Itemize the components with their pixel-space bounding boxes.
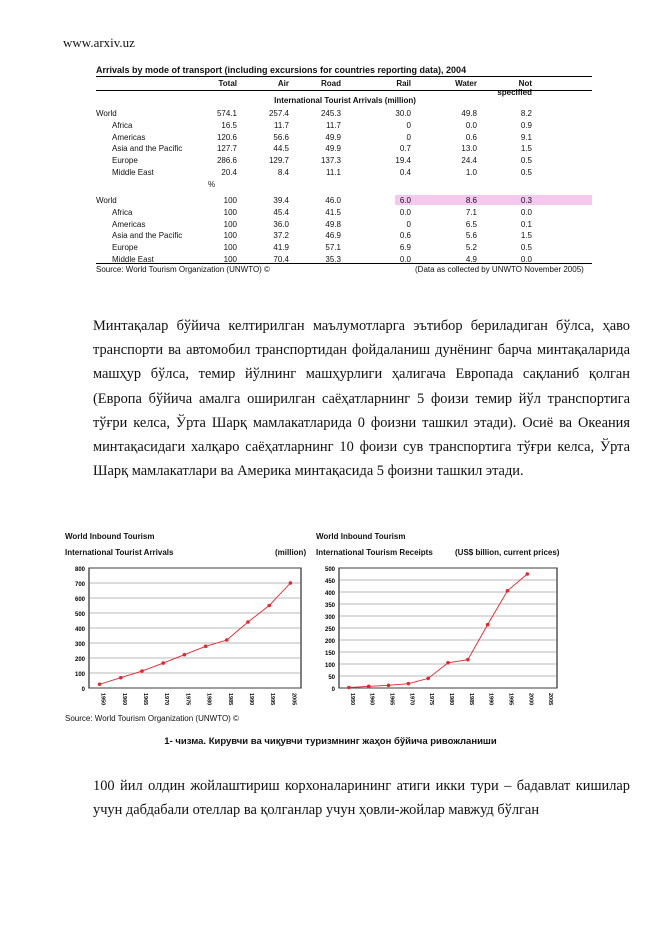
table-cell: 56.6 (273, 132, 289, 142)
table-cell: 20.4 (221, 168, 237, 177)
data-point (506, 589, 510, 593)
y-tick-label: 450 (324, 579, 335, 585)
table-cell: 6.5 (465, 219, 477, 229)
y-tick-label: 300 (324, 615, 335, 621)
y-tick-label: 0 (331, 687, 335, 693)
table-rule-top (96, 76, 592, 77)
table-region: Asia and the Pacific (112, 144, 183, 154)
table-cell: 49.9 (325, 144, 341, 154)
chart-source: Source: World Tourism Organization (UNWTO) © (65, 714, 239, 723)
x-tick-label: 2000 (527, 693, 534, 706)
table-cell: 45.4 (273, 207, 289, 217)
table-cell: 120.6 (216, 132, 237, 142)
data-point (246, 620, 250, 624)
paragraph-2 (93, 774, 630, 822)
table-region: Americas (112, 132, 146, 142)
table-cell: 0.0 (399, 207, 411, 217)
table-region: Americas (112, 219, 146, 229)
table-region: Africa (112, 207, 133, 217)
table-caption-abs: International Tourist Arrivals (million) (274, 96, 416, 105)
table-cell: 7.1 (465, 207, 477, 217)
table-column-header: Road (321, 79, 341, 88)
data-point (426, 677, 430, 681)
table-cell: 0.0 (520, 255, 532, 264)
table-region: Middle East (112, 255, 154, 264)
x-tick-label: 1985 (226, 693, 233, 706)
table-cell: 57.1 (325, 243, 341, 253)
table-cell: 0.0 (465, 120, 477, 130)
table-cell: 0.5 (520, 243, 532, 253)
table-row (96, 143, 592, 154)
table-cell: 0.4 (399, 168, 411, 177)
table-cell: 286.6 (216, 156, 237, 166)
table-cell: 0.9 (520, 120, 532, 130)
x-tick-label: 1970 (163, 693, 170, 706)
table-region: World (96, 109, 117, 118)
table-cell: 100 (223, 243, 237, 253)
x-tick-label: 1950 (99, 693, 106, 706)
data-point (407, 682, 411, 686)
table-column-header: Not specified (497, 79, 532, 97)
y-tick-label: 200 (324, 639, 335, 645)
left-chart (63, 560, 309, 712)
table-column-header: Rail (396, 79, 411, 88)
y-tick-label: 700 (74, 582, 85, 588)
table-cell: 11.7 (326, 120, 341, 130)
table-cell: 36.0 (273, 219, 289, 229)
data-point (225, 638, 229, 642)
table-rule-header (96, 90, 592, 91)
table-row (96, 207, 592, 218)
x-tick-label: 1965 (142, 693, 148, 706)
right-chart-subtitle: International Tourism Receipts (316, 548, 433, 557)
table-cell: 5.6 (465, 231, 477, 241)
y-tick-label: 600 (74, 597, 85, 603)
table-cell: 16.5 (221, 120, 237, 130)
x-tick-label: 1975 (184, 693, 191, 706)
right-chart-unit: (US$ billion, current prices) (455, 548, 560, 557)
right-chart-title: World Inbound Tourism (316, 532, 406, 541)
x-tick-label: 1970 (408, 693, 415, 706)
table-cell: 9.1 (520, 132, 532, 142)
table-cell: 0.1 (520, 219, 532, 229)
x-tick-label: 1960 (120, 693, 127, 706)
figure-caption: 1- чизма. Кирувчи ва чиқувчи туризмнинг жаҳон бўйича ривожланиши (164, 736, 497, 747)
table-row (96, 132, 592, 143)
table-cell: 0.0 (399, 255, 411, 264)
y-tick-label: 50 (328, 675, 335, 681)
x-tick-label: 1995 (507, 693, 514, 706)
table-cell: 46.9 (325, 231, 341, 241)
table-rule-bottom (96, 263, 592, 264)
y-tick-label: 0 (81, 687, 85, 693)
paragraph-1 (93, 314, 630, 483)
table-cell: 8.2 (520, 109, 532, 118)
x-tick-label: 1980 (205, 693, 212, 706)
x-tick-label: 1990 (248, 693, 254, 706)
table-column-header: Air (277, 79, 289, 88)
table-cell: 0 (406, 120, 411, 130)
table-cell: 127.7 (216, 144, 237, 154)
x-tick-label: 1980 (448, 693, 454, 706)
table-cell: 0.7 (399, 144, 411, 154)
left-chart-subtitle: International Tourist Arrivals (65, 548, 174, 557)
table-cell: 100 (223, 255, 237, 264)
table-cell: 6.9 (399, 243, 411, 253)
table-cell: 49.8 (461, 109, 477, 118)
left-chart-title: World Inbound Tourism (65, 532, 155, 541)
table-region: Europe (112, 243, 138, 253)
data-point (486, 623, 490, 627)
data-point (289, 581, 293, 585)
paragraph-2-text: 100 йил олдин жойлаштириш корхоналарининг атиги икки тури – бадавлат кишилар учун дабдабали отеллар ва қолганлар учун ҳовли-жойлар мавжуд бўлган (93, 778, 630, 819)
table-cell: 1.5 (520, 231, 532, 241)
data-point (446, 661, 450, 665)
table-cell: 0 (406, 219, 411, 229)
data-point (347, 686, 351, 690)
right-chart (313, 560, 563, 712)
table-cell: 11.7 (274, 120, 289, 130)
table-cell: 49.8 (325, 219, 341, 229)
data-point (140, 669, 144, 673)
table-cell: 0.6 (399, 231, 411, 241)
table-source-left: Source: World Tourism Organization (UNWTO) © (96, 265, 270, 274)
y-tick-label: 400 (74, 627, 85, 633)
y-tick-label: 200 (74, 657, 85, 663)
y-tick-label: 150 (324, 651, 335, 657)
x-tick-label: 2005 (547, 693, 554, 706)
y-tick-label: 350 (324, 603, 335, 609)
table-cell: 100 (223, 231, 237, 241)
table-cell: 0.5 (520, 156, 532, 166)
table-cell: 6.0 (399, 196, 411, 205)
x-tick-label: 1950 (348, 693, 355, 706)
data-point (525, 572, 529, 576)
table-cell: 5.2 (465, 243, 477, 253)
data-point (367, 685, 371, 689)
table-region: Europe (112, 156, 138, 166)
y-tick-label: 250 (324, 627, 335, 633)
y-tick-label: 100 (74, 672, 85, 678)
table-row (96, 195, 592, 206)
table-cell: 11.1 (326, 168, 341, 177)
data-point (466, 658, 470, 662)
table-row (96, 242, 592, 253)
table-cell: 257.4 (268, 109, 289, 118)
table-cell: 1.5 (520, 144, 532, 154)
table-cell: 245.3 (320, 109, 341, 118)
x-tick-label: 1990 (487, 693, 494, 706)
table-cell: 0.6 (465, 132, 477, 142)
table-column-header: Water (455, 79, 477, 88)
table-cell: 100 (223, 207, 237, 217)
table-cell: 39.4 (273, 196, 289, 205)
x-tick-label: 1960 (368, 693, 375, 706)
table-column-header: Total (218, 79, 237, 88)
table-cell: 8.6 (465, 196, 477, 205)
table-region: Middle East (112, 168, 154, 177)
x-tick-label: 1985 (467, 693, 474, 706)
paragraph-1-text: Минтақалар бўйича келтирилган маълумотларга эътибор бериладиган бўлса, ҳаво транспорти ва автомобил транспортидан фойдаланиш дунёнинг барча минтақаларида машҳур бўлса, темир йўлнинг машҳурлиги ҳалигача Европада сақланиб қолган (Европа бўйича амалга оширилган саёҳатларнинг 5 фоизи темир йўл транспортига тўғри келса, Ўрта Шарқ мамлакатларида 0 фоизни ташкил этади). Осиё ва Океания минтақасидаги халқаро саёҳатларнинг 10 фоизи сув транспортига тўғри келса, Ўрта Шарқ мамлакатлари ва Америка минтақасида 5 фоизни ташкил этади. (93, 318, 630, 480)
x-tick-label: 1995 (269, 693, 276, 706)
table-cell: 49.9 (325, 132, 341, 142)
table-cell: 0.5 (520, 168, 532, 177)
table-cell: 35.3 (325, 255, 341, 264)
table-cell: 44.5 (273, 144, 289, 154)
site-header: www.arxiv.uz (63, 35, 135, 50)
data-point (119, 676, 123, 680)
x-tick-label: 2005 (290, 693, 297, 706)
table-cell: 0.0 (520, 207, 532, 217)
table-cell: 0 (406, 132, 411, 142)
table-row (96, 230, 592, 241)
table-cell: 46.0 (325, 196, 341, 205)
table-region: Asia and the Pacific (112, 231, 183, 241)
y-tick-label: 100 (324, 663, 335, 669)
table-source-right: (Data as collected by UNWTO November 2005) (415, 265, 584, 274)
table-row (96, 120, 592, 131)
table-cell: 41.9 (273, 243, 289, 253)
data-point (161, 661, 165, 665)
table-cell: 137.3 (320, 156, 341, 166)
y-tick-label: 500 (74, 612, 85, 618)
table-cell: 37.2 (273, 231, 289, 241)
y-tick-label: 300 (74, 642, 85, 648)
data-point (267, 604, 271, 608)
table-cell: 70.4 (273, 255, 289, 264)
table-cell: 24.4 (461, 156, 477, 166)
y-tick-label: 800 (74, 567, 85, 573)
table-row (96, 155, 592, 166)
y-tick-label: 500 (324, 567, 335, 573)
data-point (183, 653, 187, 657)
data-point (98, 682, 102, 686)
table-cell: 4.9 (465, 255, 477, 264)
table-cell: 8.4 (277, 168, 289, 177)
table-row (96, 167, 592, 178)
x-tick-label: 1975 (428, 693, 435, 706)
table-row (96, 219, 592, 230)
data-point (204, 645, 208, 649)
table-percent-label: % (208, 180, 216, 189)
y-tick-label: 400 (324, 591, 335, 597)
table-region: World (96, 196, 117, 205)
data-point (387, 684, 391, 688)
table-title: Arrivals by mode of transport (including excursions for countries reporting data), 2004 (96, 65, 467, 75)
table-cell: 1.0 (465, 168, 477, 177)
table-cell: 41.5 (325, 207, 341, 217)
table-cell: 0.3 (520, 196, 532, 205)
table-cell: 19.4 (395, 156, 411, 166)
left-chart-unit: (million) (275, 548, 307, 557)
table-cell: 100 (223, 219, 237, 229)
x-tick-label: 1965 (388, 693, 395, 706)
table-cell: 13.0 (461, 144, 477, 154)
table-cell: 574.1 (216, 109, 237, 118)
table-cell: 129.7 (268, 156, 289, 166)
table-cell: 30.0 (395, 109, 411, 118)
table-row (96, 108, 592, 119)
table-region: Africa (112, 120, 133, 130)
table-cell: 100 (223, 196, 237, 205)
